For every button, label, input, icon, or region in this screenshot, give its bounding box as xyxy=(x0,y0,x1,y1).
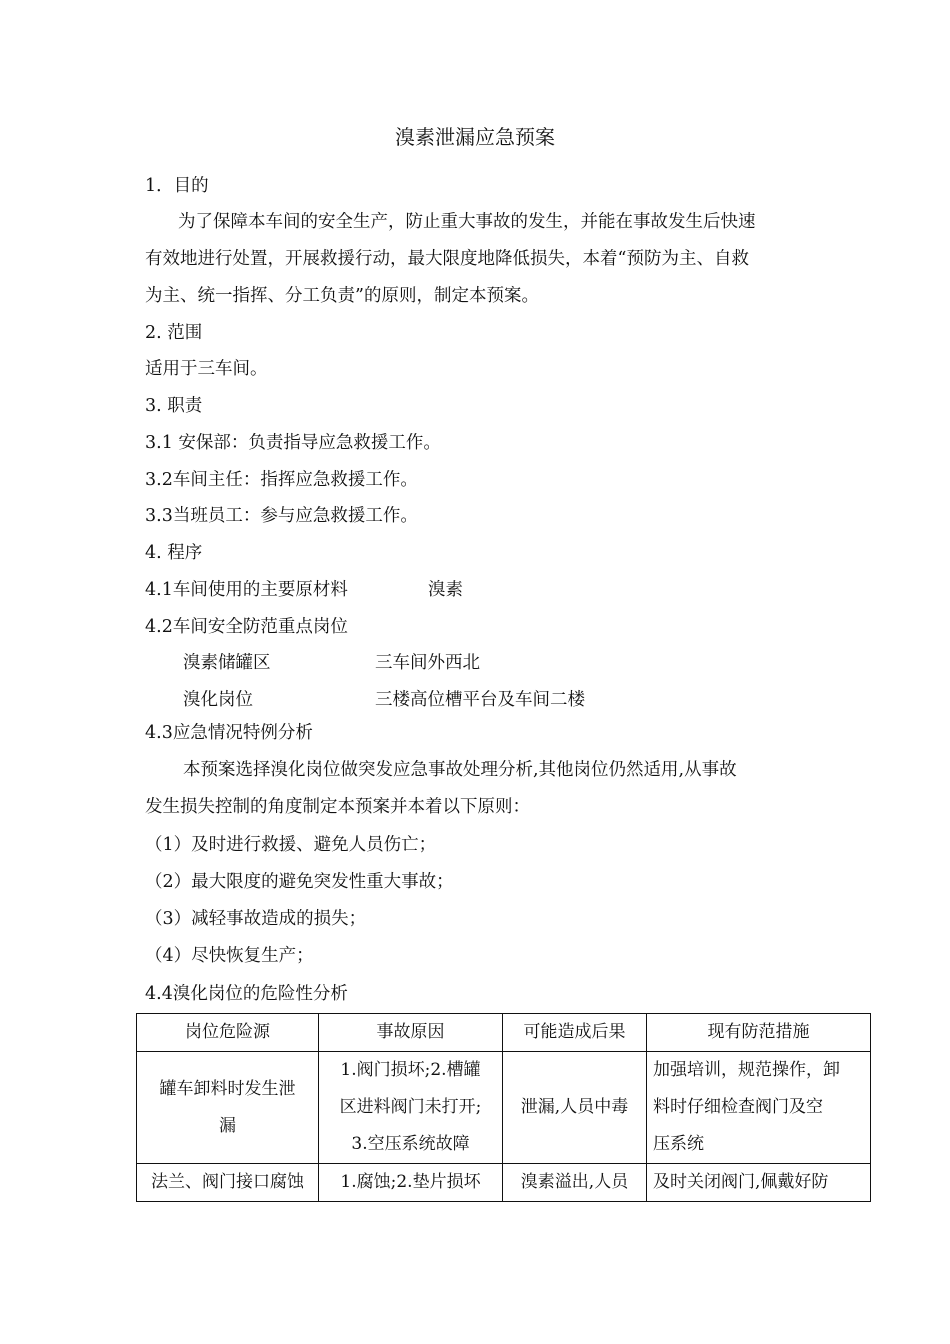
cell-line: 漏 xyxy=(219,1115,236,1136)
case-analysis-paragraph-line: 本预案选择溴化岗位做突发应急事故处理分析,其他岗位仍然适用,从事故 xyxy=(183,760,737,780)
case-analysis-heading: 4.3应急情况特例分析 xyxy=(145,723,313,743)
hazard-analysis-heading: 4.4溴化岗位的危险性分析 xyxy=(145,984,348,1004)
cell-line: 罐车卸料时发生泄 xyxy=(159,1078,296,1099)
raw-material-value: 溴素 xyxy=(428,580,463,600)
consequence-cell xyxy=(503,1164,647,1202)
duty-item: 3.2车间主任：指挥应急救援工作。 xyxy=(145,470,418,490)
section-4-heading: 4. 程序 xyxy=(145,543,203,563)
measure-cell xyxy=(647,1052,871,1164)
column-header: 可能造成后果 xyxy=(503,1014,647,1052)
section-1-heading: 1．目的 xyxy=(145,176,209,196)
key-posts-heading: 4.2车间安全防范重点岗位 xyxy=(145,617,348,637)
cell-line: 料时仔细检查阀门及空 xyxy=(653,1097,823,1117)
table-row xyxy=(137,1164,871,1202)
column-header: 岗位危险源 xyxy=(137,1014,319,1052)
consequence-cell xyxy=(503,1052,647,1164)
key-post-name: 溴素储罐区 xyxy=(183,653,271,673)
hazard-source-cell xyxy=(137,1052,319,1164)
raw-material-label: 4.1车间使用的主要原材料 xyxy=(145,580,348,600)
key-post-location: 三车间外西北 xyxy=(375,653,480,673)
principle-item: （1）及时进行救援、避免人员伤亡； xyxy=(145,835,437,855)
cell-line: 1.阀门损坏;2.槽罐 xyxy=(340,1060,481,1080)
column-header: 现有防范措施 xyxy=(647,1014,871,1052)
duty-item: 3.1 安保部：负责指导应急救援工作。 xyxy=(145,433,441,453)
cell-line: 及时关闭阀门,佩戴好防 xyxy=(653,1172,829,1192)
table-header-row xyxy=(137,1014,871,1052)
key-post-location: 三楼高位槽平台及车间二楼 xyxy=(375,690,585,710)
accident-cause-cell xyxy=(319,1164,503,1202)
measure-cell xyxy=(647,1164,871,1202)
cell-line: 1.腐蚀;2.垫片损坏 xyxy=(340,1172,481,1192)
cell-line: 3.空压系统故障 xyxy=(351,1134,470,1154)
cell-line: 压系统 xyxy=(653,1134,704,1154)
cell-line: 法兰、阀门接口腐蚀 xyxy=(151,1172,304,1192)
column-header: 事故原因 xyxy=(319,1014,503,1052)
purpose-paragraph-line: 为了保障本车间的安全生产，防止重大事故的发生，并能在事故发生后快速 xyxy=(178,212,756,232)
cell-line: 泄漏,人员中毒 xyxy=(520,1097,629,1117)
case-analysis-paragraph-line: 发生损失控制的角度制定本预案并本着以下原则： xyxy=(145,797,530,817)
section-3-heading: 3. 职责 xyxy=(145,396,203,416)
principle-item: （3）减轻事故造成的损失； xyxy=(145,909,367,929)
cell-line: 溴素溢出,人员 xyxy=(520,1172,629,1192)
cell-line: 区进料阀门未打开; xyxy=(339,1097,482,1117)
accident-cause-cell xyxy=(319,1052,503,1164)
purpose-paragraph-line: 有效地进行处置，开展救援行动，最大限度地降低损失，本着“预防为主、自救 xyxy=(145,249,749,269)
hazard-source-cell xyxy=(137,1164,319,1202)
hazard-analysis-table xyxy=(136,1013,871,1202)
cell-line: 加强培训，规范操作，卸 xyxy=(653,1060,840,1080)
scope-text: 适用于三车间。 xyxy=(145,359,268,379)
document-title: 溴素泄漏应急预案 xyxy=(395,125,555,149)
section-2-heading: 2. 范围 xyxy=(145,323,203,343)
purpose-paragraph-line: 为主、统一指挥、分工负责”的原则，制定本预案。 xyxy=(145,286,539,306)
table-row xyxy=(137,1052,871,1164)
principle-item: （4）尽快恢复生产； xyxy=(145,946,314,966)
key-post-name: 溴化岗位 xyxy=(183,690,253,710)
principle-item: （2）最大限度的避免突发性重大事故； xyxy=(145,872,454,892)
duty-item: 3.3当班员工：参与应急救援工作。 xyxy=(145,506,418,526)
